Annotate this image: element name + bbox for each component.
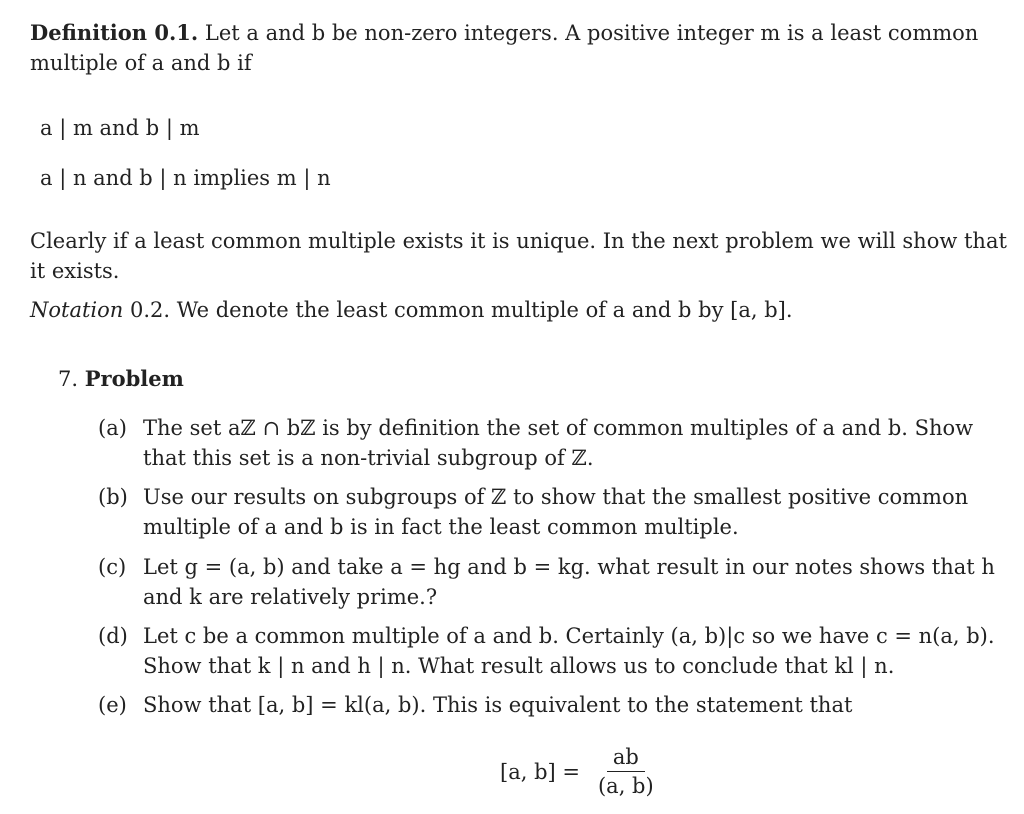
part-text-line: Show that k | n and h | n. What result allows us to conclude that kl | n. bbox=[143, 654, 895, 678]
definition-text-1: Let a and b be non-zero integers. A positive integer m is a least common bbox=[204, 21, 979, 45]
paragraph-line-1: Clearly if a least common multiple exists it is unique. In the next problem we will show that bbox=[30, 229, 1007, 253]
notation-text: We denote the least common multiple of a and b by [a, b]. bbox=[176, 298, 793, 322]
definition-label: Definition 0.1. bbox=[30, 20, 199, 45]
formula-lhs: [a, b] = bbox=[500, 759, 580, 784]
notation-label: Notation bbox=[30, 298, 124, 322]
problem-title: Problem bbox=[84, 366, 184, 391]
part-text-line: Use our results on subgroups of ℤ to show that the smallest positive common bbox=[143, 485, 969, 509]
formula-numerator: ab bbox=[607, 745, 645, 772]
part-label: (c) bbox=[98, 555, 127, 579]
problem-heading bbox=[58, 366, 184, 391]
part-label: (a) bbox=[98, 416, 127, 440]
part-text-line: that this set is a non-trivial subgroup of ℤ. bbox=[143, 446, 594, 470]
part-label: (b) bbox=[98, 485, 128, 509]
condition-1: a | m and b | m bbox=[40, 116, 200, 140]
part-label: (e) bbox=[98, 693, 127, 717]
paragraph-line-2: it exists. bbox=[30, 259, 120, 283]
part-text-line: The set aℤ ∩ bℤ is by definition the set of common multiples of a and b. Show bbox=[143, 416, 974, 440]
lcm-formula bbox=[500, 745, 660, 798]
formula-denominator: (a, b) bbox=[597, 774, 654, 798]
part-text-line: and k are relatively prime.? bbox=[143, 585, 438, 609]
definition-line-1 bbox=[30, 20, 978, 45]
notation-number: 0.2. bbox=[130, 298, 171, 322]
part-text-line: Let g = (a, b) and take a = hg and b = kg. what result in our notes shows that h bbox=[143, 555, 995, 579]
formula-fraction bbox=[592, 745, 660, 798]
part-text-line: Let c be a common multiple of a and b. Certainly (a, b)|c so we have c = n(a, b). bbox=[143, 624, 995, 648]
notation-line bbox=[30, 298, 793, 322]
part-label: (d) bbox=[98, 624, 128, 648]
part-text-line: multiple of a and b is in fact the least common multiple. bbox=[143, 515, 739, 539]
condition-2: a | n and b | n implies m | n bbox=[40, 166, 331, 190]
part-text-line: Show that [a, b] = kl(a, b). This is equivalent to the statement that bbox=[143, 693, 853, 717]
problem-number: 7. bbox=[58, 367, 79, 391]
definition-line-2: multiple of a and b if bbox=[30, 51, 252, 75]
